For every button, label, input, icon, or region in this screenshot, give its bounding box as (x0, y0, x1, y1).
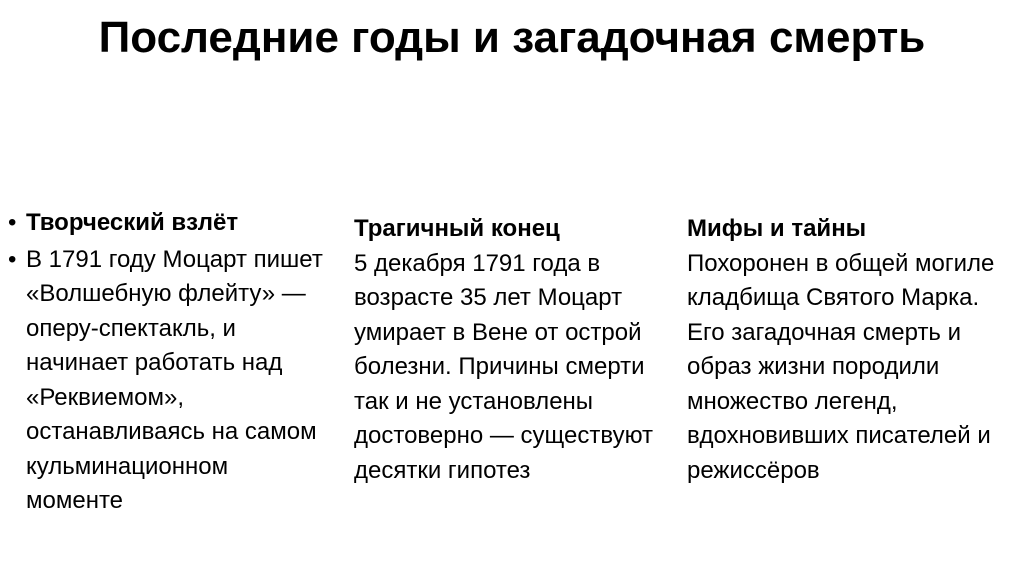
column-myths (687, 212, 1017, 488)
column-body-text: Похоронен в общей могиле кладбища Святого Марка. Его загадочная смерть и образ жизни породили множество легенд, вдохновивших писателей и режиссёров (687, 249, 995, 484)
bullet-body-text: В 1791 году Моцарт пишет «Волшебную флейту» — оперу-спектакль, и начинает работать над «Реквиемом», останавливаясь на самом кульминационном моменте (26, 245, 323, 514)
slide-title: Последние годы и загадочная смерть (98, 13, 926, 62)
bullet-item-body (8, 243, 328, 519)
bullet-list (8, 206, 328, 519)
column-heading: Трагичный конец (354, 215, 560, 242)
bullet-item-heading (8, 206, 328, 241)
bullet-icon: • (8, 245, 17, 273)
bullet-heading-text: Творческий взлёт (26, 209, 239, 236)
column-body-text: 5 декабря 1791 года в возрасте 35 лет Моцарт умирает в Вене от острой болезни. Причины смерти так и не установлены достоверно — существуют десятки гипотез (354, 249, 654, 484)
column-tragic-end (354, 212, 664, 488)
column-heading: Мифы и тайны (687, 215, 867, 242)
bullet-icon: • (8, 209, 17, 236)
column-creative-rise (8, 206, 328, 521)
